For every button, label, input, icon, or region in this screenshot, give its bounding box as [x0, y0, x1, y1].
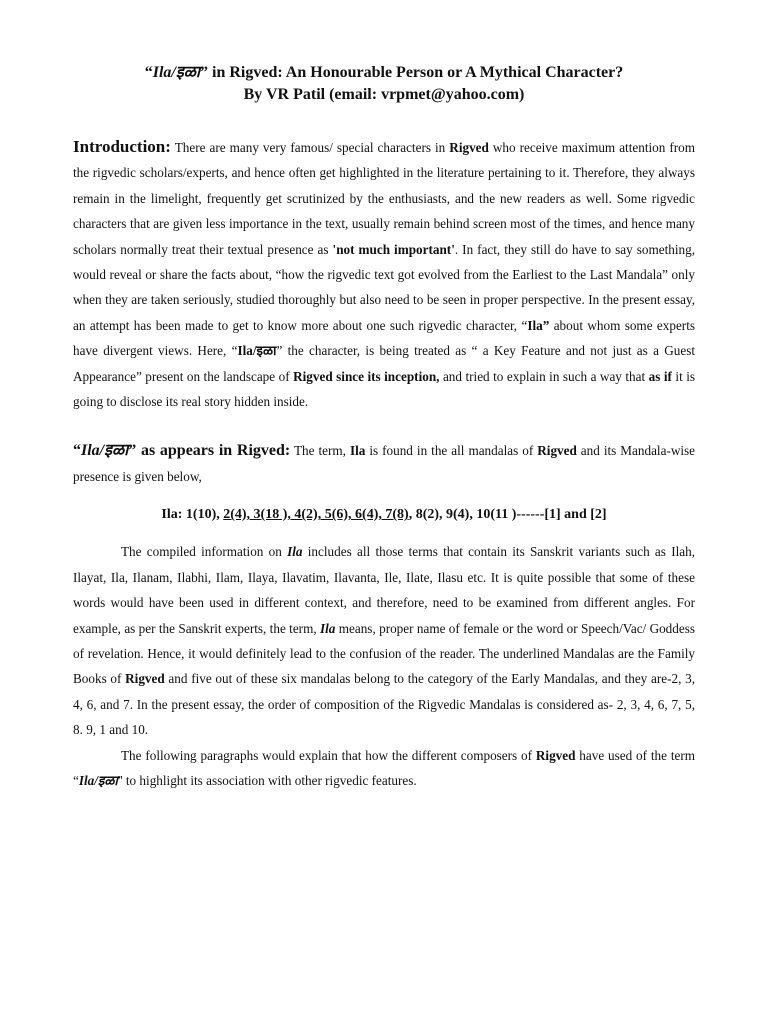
title-rest: ” in Rigved: An Honourable Person or A Mythical Character? [200, 64, 624, 81]
family-books-underlined: 2(4), 3(18 ), 4(2), 5(6), 6(4), 7(8) [223, 507, 409, 523]
section-heading: “Ila/इळा” as appears in Rigved: [73, 442, 291, 460]
introduction-heading: Introduction: [73, 137, 171, 156]
document-title [73, 62, 695, 84]
introduction-paragraph: Introduction: There are many very famous/ special characters in Rigved who receive maximum attention from the rigvedic scholars/experts, and hence often get highlighted in the literature pertaining to it. Therefore, they always remain in the limelight, frequently get scrutinized by the enthusiasts, and the new readers as well. Some rigvedic characters that are given less importance in the text, usually remain behind screen most of the times, and hence many scholars normally treat their textual presence as 'not much important'. In fact, they still do have to say something, would reveal or share the facts about, “how the rigvedic text got evolved from the Earliest to the Last Mandala” only when they are taken seriously, studied thoroughly but also need to be seen in proper perspective. In the present essay, an attempt has been made to get to know more about one such rigvedic character, “Ila” about whom some experts have divergent views. Here, “Ila/इळा” the character, is being treated as “ a Key Feature and not just as a Guest Appearance” present on the landscape of Rigved since its inception, and tried to explain in such a way that as if it is going to disclose its real story hidden inside. [73, 137, 696, 410]
section-rigved-paragraph: “Ila/इळा” as appears in Rigved: The term, Ila is found in the all mandalas of Rigved and its Mandala-wise presence is given below, [73, 442, 696, 484]
compiled-information-paragraph: The compiled information on Ila includes all those terms that contain its Sanskrit variants such as Ilah, Ilayat, Ila, Ilanam, Ilabhi, Ilam, Ilaya, Ilavatim, Ilavanta, Ile, Ilate, Ilasu etc. It is quite possible that some of these words would have been used in different context, and therefore, need to be examined from different angles. For example, as per the Sanskrit experts, the term, Ila means, proper name of female or the word or Speech/Vac/ Goddess of revelation. Hence, it would definitely lead to the confusion of the reader. The underlined Mandalas are the Family Books of Rigved and five out of these six mandalas belong to the category of the Early Mandalas, and they are-2, 3, 4, 6, and 7. In the present essay, the order of composition of the Rigvedic Mandalas is considered as- 2, 3, 4, 6, 7, 5, 8. 9, 1 and 10. [73, 544, 695, 738]
ila-mandala-counts: Ila: 1(10), 2(4), 3(18 ), 4(2), 5(6), 6(4), 7(8), 8(2), 9(4), 10(11 )------[1] and [2] [161, 507, 607, 523]
title-quote: “ [144, 64, 153, 81]
document-page [73, 62, 695, 793]
title-ila-term: Ila/इळा [152, 64, 201, 81]
following-paragraphs-note: The following paragraphs would explain that how the different composers of Rigved have used of the term “Ila/इळा'' to highlight its association with other rigvedic features. [73, 747, 695, 788]
author-byline: By VR Patil (email: vrpmet@yahoo.com) [243, 86, 525, 103]
